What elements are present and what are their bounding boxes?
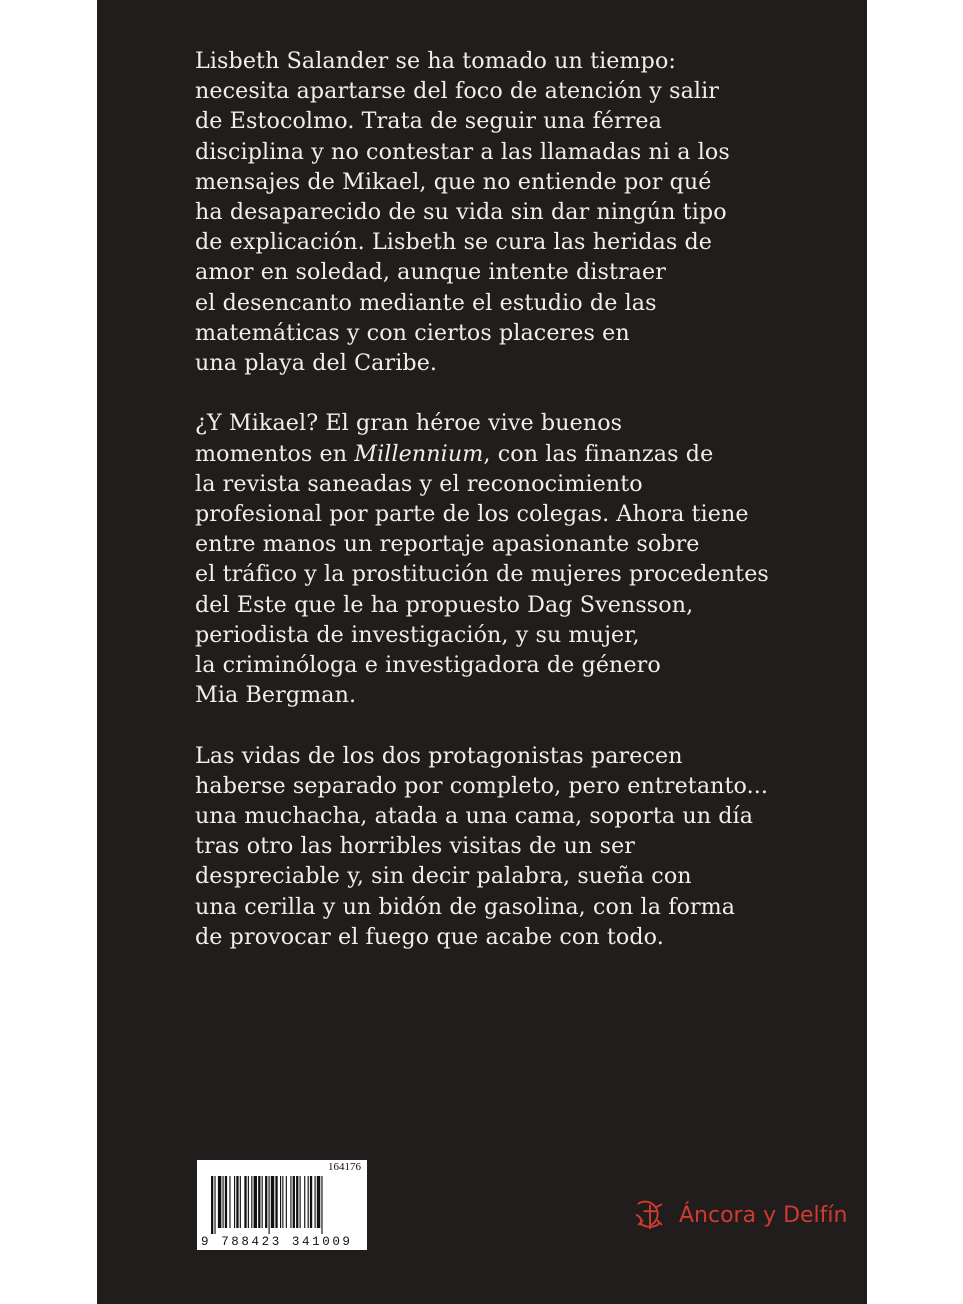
text-line: la criminóloga e investigadora de género <box>195 652 661 679</box>
barcode-bar <box>310 1176 312 1228</box>
blurb-paragraph-1 <box>195 46 755 378</box>
text-line: una playa del Caribe. <box>195 350 438 377</box>
barcode-digits: 9 788423 341009 <box>201 1235 353 1249</box>
text-line: una cerilla y un bidón de gasolina, con la forma <box>195 893 736 920</box>
barcode-bar <box>315 1176 316 1228</box>
barcode-bar <box>296 1176 298 1228</box>
blurb-paragraph-2 <box>195 408 769 710</box>
publisher-name: Áncora y Delfín <box>679 1202 848 1228</box>
barcode-bar <box>251 1176 252 1228</box>
barcode-bar <box>262 1176 263 1228</box>
text-line: matemáticas y con ciertos placeres en <box>195 319 630 346</box>
text-line: necesita apartarse del foco de atención y salir <box>195 78 720 105</box>
barcode-bar <box>321 1176 322 1234</box>
barcode-bar <box>265 1176 267 1228</box>
barcode-bar <box>234 1176 235 1228</box>
barcode-bar <box>300 1176 301 1228</box>
text-line: de explicación. Lisbeth se cura las heridas de <box>195 229 713 256</box>
text-line: del Este que le ha propuesto Dag Svensson, <box>195 591 694 618</box>
barcode-bar <box>236 1176 238 1228</box>
text-line: el desencanto mediante el estudio de las <box>195 289 657 316</box>
barcode-bar <box>271 1176 274 1228</box>
barcode-bar <box>286 1176 287 1228</box>
barcode-bar <box>254 1176 257 1228</box>
barcode-bar <box>258 1176 260 1228</box>
barcode-bar <box>214 1176 215 1234</box>
anchor-dolphin-icon <box>631 1196 669 1234</box>
barcode-bar <box>218 1176 221 1228</box>
text-line <box>195 439 755 469</box>
blurb-text <box>195 46 769 982</box>
text-line: profesional por parte de los colegas. Ahora tiene <box>195 501 749 528</box>
barcode-bar <box>248 1176 249 1228</box>
barcode-bar <box>229 1176 230 1228</box>
barcode-bar <box>275 1176 277 1228</box>
barcode-bar <box>308 1176 309 1228</box>
barcode-bar <box>280 1176 281 1228</box>
book-back-cover <box>97 0 867 1304</box>
barcode-bar <box>211 1176 213 1234</box>
blurb-paragraph-3 <box>195 741 769 952</box>
text-line: disciplina y no contestar a las llamadas ni a los <box>195 138 730 165</box>
text-fragment: momentos en <box>195 440 355 467</box>
barcode-code: 164176 <box>328 1161 361 1173</box>
text-line: haberse separado por completo, pero entretanto... <box>195 772 769 799</box>
barcode-bar <box>244 1176 246 1228</box>
text-line: amor en soledad, aunque intente distraer <box>195 259 666 286</box>
barcode-bar <box>293 1176 295 1228</box>
text-line: Las vidas de los dos protagonistas parecen <box>195 742 683 769</box>
magazine-title: Millennium <box>354 440 484 467</box>
text-line: el tráfico y la prostitución de mujeres procedentes <box>195 561 769 588</box>
text-line: de Estocolmo. Trata de seguir una férrea <box>195 108 662 135</box>
text-line: periodista de investigación, y su mujer, <box>195 621 640 648</box>
isbn-barcode <box>197 1160 367 1250</box>
text-line: una muchacha, atada a una cama, soporta un día <box>195 803 754 830</box>
barcode-bar <box>223 1176 224 1228</box>
barcode-bar <box>225 1176 227 1228</box>
text-fragment: , con las finanzas de <box>483 440 714 467</box>
text-line: tras otro las horribles visitas de un ser <box>195 833 636 860</box>
barcode-bar <box>269 1176 270 1234</box>
text-line: Lisbeth Salander se ha tomado un tiempo: <box>195 48 676 74</box>
text-line: de provocar el fuego que acabe con todo. <box>195 923 664 950</box>
barcode-bar <box>304 1176 305 1228</box>
text-line: mensajes de Mikael, que no entiende por qué <box>195 168 712 195</box>
text-line: ¿Y Mikael? El gran héroe vive buenos <box>195 410 623 437</box>
text-line: ha desaparecido de su vida sin dar ningún tipo <box>195 199 727 226</box>
barcode-bar <box>290 1176 291 1228</box>
barcode-bar <box>282 1176 283 1228</box>
barcode-bars <box>211 1176 359 1234</box>
text-line: despreciable y, sin decir palabra, sueña con <box>195 863 692 890</box>
barcode-bar <box>240 1176 241 1228</box>
barcode-bar <box>317 1176 320 1228</box>
text-line: entre manos un reportaje apasionante sobre <box>195 531 700 558</box>
publisher-mark <box>631 1196 847 1234</box>
text-line: Mia Bergman. <box>195 682 357 709</box>
text-line: la revista saneadas y el reconocimiento <box>195 470 643 497</box>
